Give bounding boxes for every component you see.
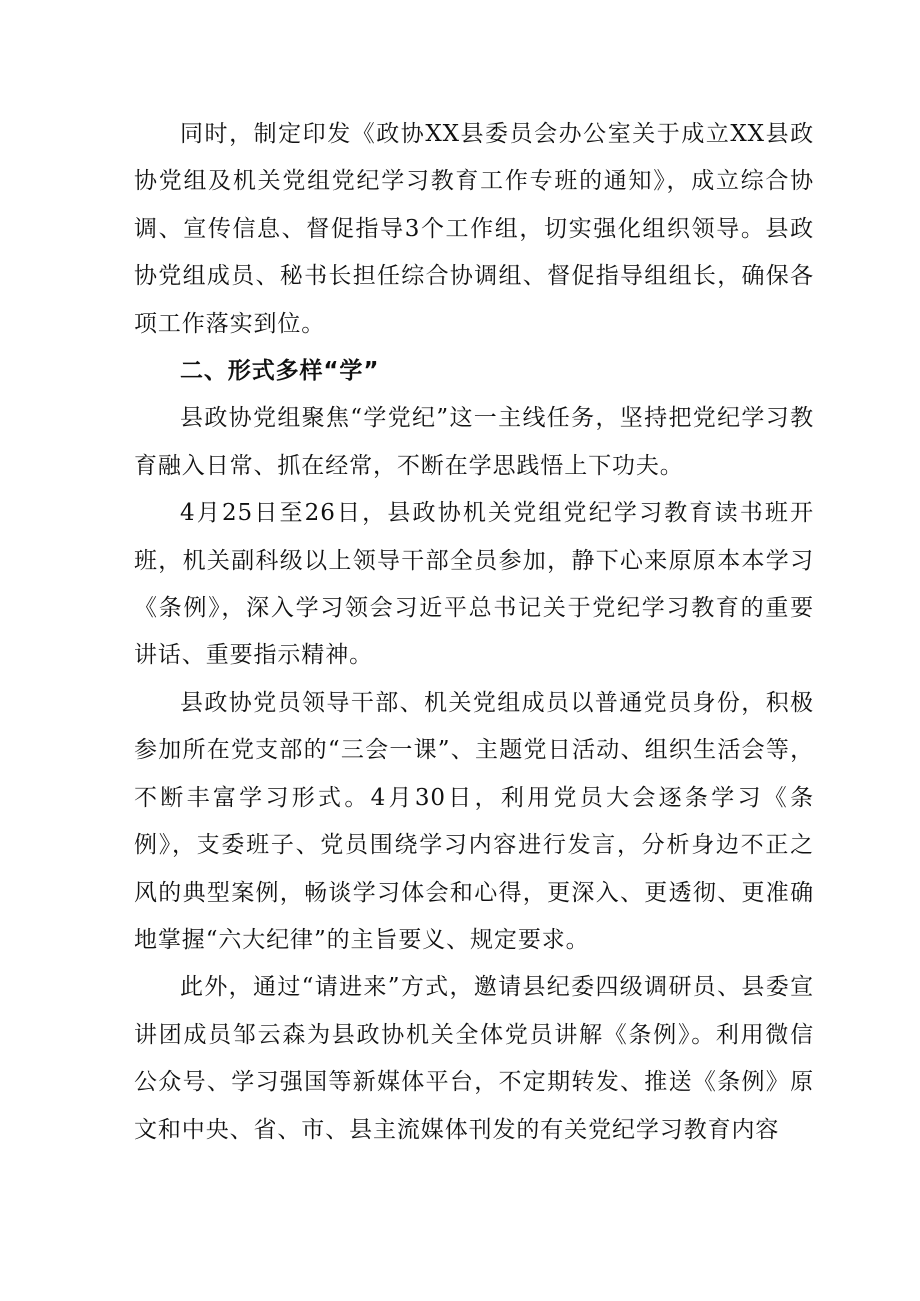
paragraph-focus-task: 县政协党组聚焦“学党纪”这一主线任务，坚持把党纪学习教育融入日常、抓在经常，不断在学思践悟上下功夫。 (134, 405, 814, 479)
paragraph-work-team: 同时，制定印发《政协XX县委员会办公室关于成立XX县政协党组及机关党组党纪学习教育工作专班的通知》，成立综合协调、宣传信息、督促指导3个工作组，切实强化组织领导。县政协党组成员、秘书长担任综合协调组、督促指导组组长，确保各项工作落实到位。 (134, 121, 814, 337)
paragraph-party-members: 县政协党员领导干部、机关党组成员以普通党员身份，积极参加所在党支部的“三会一课”、主题党日活动、组织生活会等，不断丰富学习形式。4月30日，利用党员大会逐条学习《条例》，支委班子、党员围绕学习内容进行发言，分析身边不正之风的典型案例，畅谈学习体会和心得，更深入、更透彻、更准确地掌握“六大纪律”的主旨要义、规定要求。 (134, 689, 814, 953)
paragraph-outreach: 此外，通过“请进来”方式，邀请县纪委四级调研员、县委宣讲团成员邹云森为县政协机关全体党员讲解《条例》。利用微信公众号、学习强国等新媒体平台，不定期转发、推送《条例》原文和中央、省、市、县主流媒体刊发的有关党纪学习教育内容 (134, 974, 814, 1143)
section-heading-study: 二、形式多样“学” (180, 358, 380, 385)
paragraph-reading-class: 4月25日至26日，县政协机关党组党纪学习教育读书班开班，机关副科级以上领导干部全员参加，静下心来原原本本学习《条例》，深入学习领会习近平总书记关于党纪学习教育的重要讲话、重要指示精神。 (134, 500, 814, 669)
document-body (134, 111, 814, 1154)
